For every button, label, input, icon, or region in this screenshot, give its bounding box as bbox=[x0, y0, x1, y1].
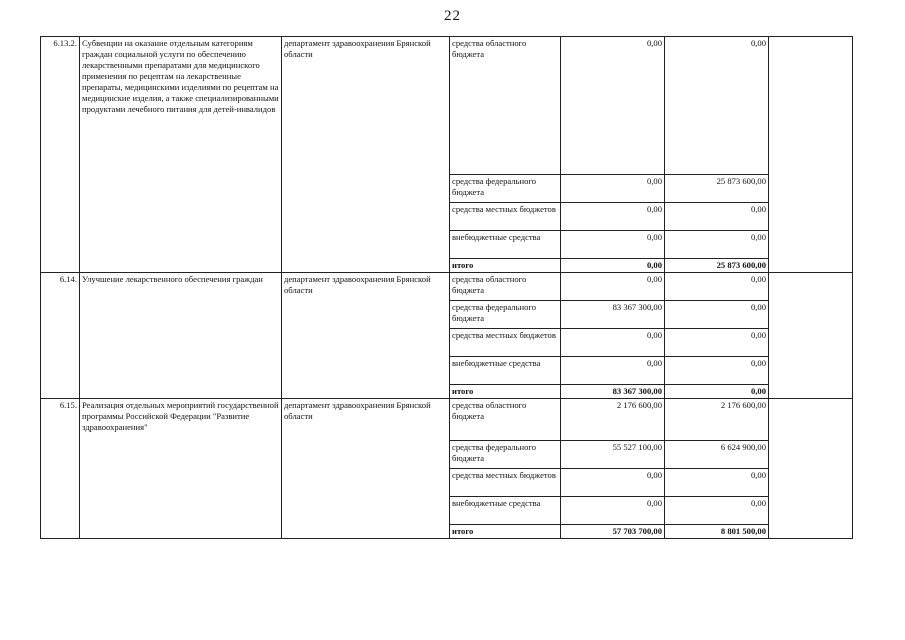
section-department: департамент здравоохранения Брянской области bbox=[282, 37, 450, 273]
section-index: 6.13.2. bbox=[41, 37, 80, 273]
amount-col1: 83 367 300,00 bbox=[561, 385, 665, 399]
funding-source: средства федерального бюджета bbox=[450, 175, 561, 203]
amount-col2: 8 801 500,00 bbox=[665, 525, 769, 539]
amount-col1: 55 527 100,00 bbox=[561, 441, 665, 469]
amount-col2: 25 873 600,00 bbox=[665, 259, 769, 273]
amount-col1: 0,00 bbox=[561, 329, 665, 357]
amount-col1: 0,00 bbox=[561, 259, 665, 273]
funding-source: итого bbox=[450, 259, 561, 273]
amount-col2: 0,00 bbox=[665, 301, 769, 329]
table-row bbox=[41, 399, 853, 441]
funding-source: итого bbox=[450, 525, 561, 539]
empty-cell bbox=[769, 273, 853, 399]
page-number: 22 bbox=[444, 8, 461, 24]
amount-col1: 0,00 bbox=[561, 469, 665, 497]
amount-col1: 0,00 bbox=[561, 203, 665, 231]
funding-source: средства федерального бюджета bbox=[450, 441, 561, 469]
section-name: Реализация отдельных мероприятий государственной программы Российской Федерации "Развитие здравоохранения" bbox=[80, 399, 282, 539]
amount-col2: 2 176 600,00 bbox=[665, 399, 769, 441]
table-row bbox=[41, 273, 853, 301]
funding-source: средства областного бюджета bbox=[450, 273, 561, 301]
funding-source: внебюджетные средства bbox=[450, 357, 561, 385]
amount-col2: 0,00 bbox=[665, 469, 769, 497]
funding-source: средства областного бюджета bbox=[450, 399, 561, 441]
section-name: Субвенции на оказание отдельным категориям граждан социальной услуги по обеспечению лекарственными препаратами для медицинского применения по рецептам на лекарственные препараты, медицинскими изделиями по рецептам на медицинские изделия, а также специализированными продуктами лечебного питания для детей-инвалидов bbox=[80, 37, 282, 273]
amount-col1: 0,00 bbox=[561, 175, 665, 203]
section-department: департамент здравоохранения Брянской области bbox=[282, 273, 450, 399]
funding-source: внебюджетные средства bbox=[450, 231, 561, 259]
section-index: 6.15. bbox=[41, 399, 80, 539]
amount-col2: 0,00 bbox=[665, 273, 769, 301]
amount-col2: 0,00 bbox=[665, 203, 769, 231]
amount-col1: 0,00 bbox=[561, 273, 665, 301]
funding-source: средства местных бюджетов bbox=[450, 469, 561, 497]
empty-cell bbox=[769, 399, 853, 539]
amount-col2: 0,00 bbox=[665, 231, 769, 259]
amount-col1: 0,00 bbox=[561, 357, 665, 385]
funding-source: средства областного бюджета bbox=[450, 37, 561, 175]
funding-source: средства местных бюджетов bbox=[450, 203, 561, 231]
empty-cell bbox=[769, 37, 853, 273]
funding-source: средства местных бюджетов bbox=[450, 329, 561, 357]
amount-col2: 0,00 bbox=[665, 37, 769, 175]
amount-col1: 0,00 bbox=[561, 497, 665, 525]
amount-col2: 0,00 bbox=[665, 497, 769, 525]
section-department: департамент здравоохранения Брянской области bbox=[282, 399, 450, 539]
budget-table bbox=[40, 36, 853, 539]
amount-col1: 0,00 bbox=[561, 231, 665, 259]
amount-col1: 83 367 300,00 bbox=[561, 301, 665, 329]
amount-col2: 0,00 bbox=[665, 357, 769, 385]
amount-col2: 0,00 bbox=[665, 329, 769, 357]
table-row bbox=[41, 37, 853, 175]
amount-col1: 2 176 600,00 bbox=[561, 399, 665, 441]
amount-col2: 25 873 600,00 bbox=[665, 175, 769, 203]
amount-col1: 0,00 bbox=[561, 37, 665, 175]
section-index: 6.14. bbox=[41, 273, 80, 399]
amount-col2: 6 624 900,00 bbox=[665, 441, 769, 469]
amount-col1: 57 703 700,00 bbox=[561, 525, 665, 539]
funding-source: внебюджетные средства bbox=[450, 497, 561, 525]
section-name: Улучшение лекарственного обеспечения граждан bbox=[80, 273, 282, 399]
amount-col2: 0,00 bbox=[665, 385, 769, 399]
funding-source: итого bbox=[450, 385, 561, 399]
funding-source: средства федерального бюджета bbox=[450, 301, 561, 329]
